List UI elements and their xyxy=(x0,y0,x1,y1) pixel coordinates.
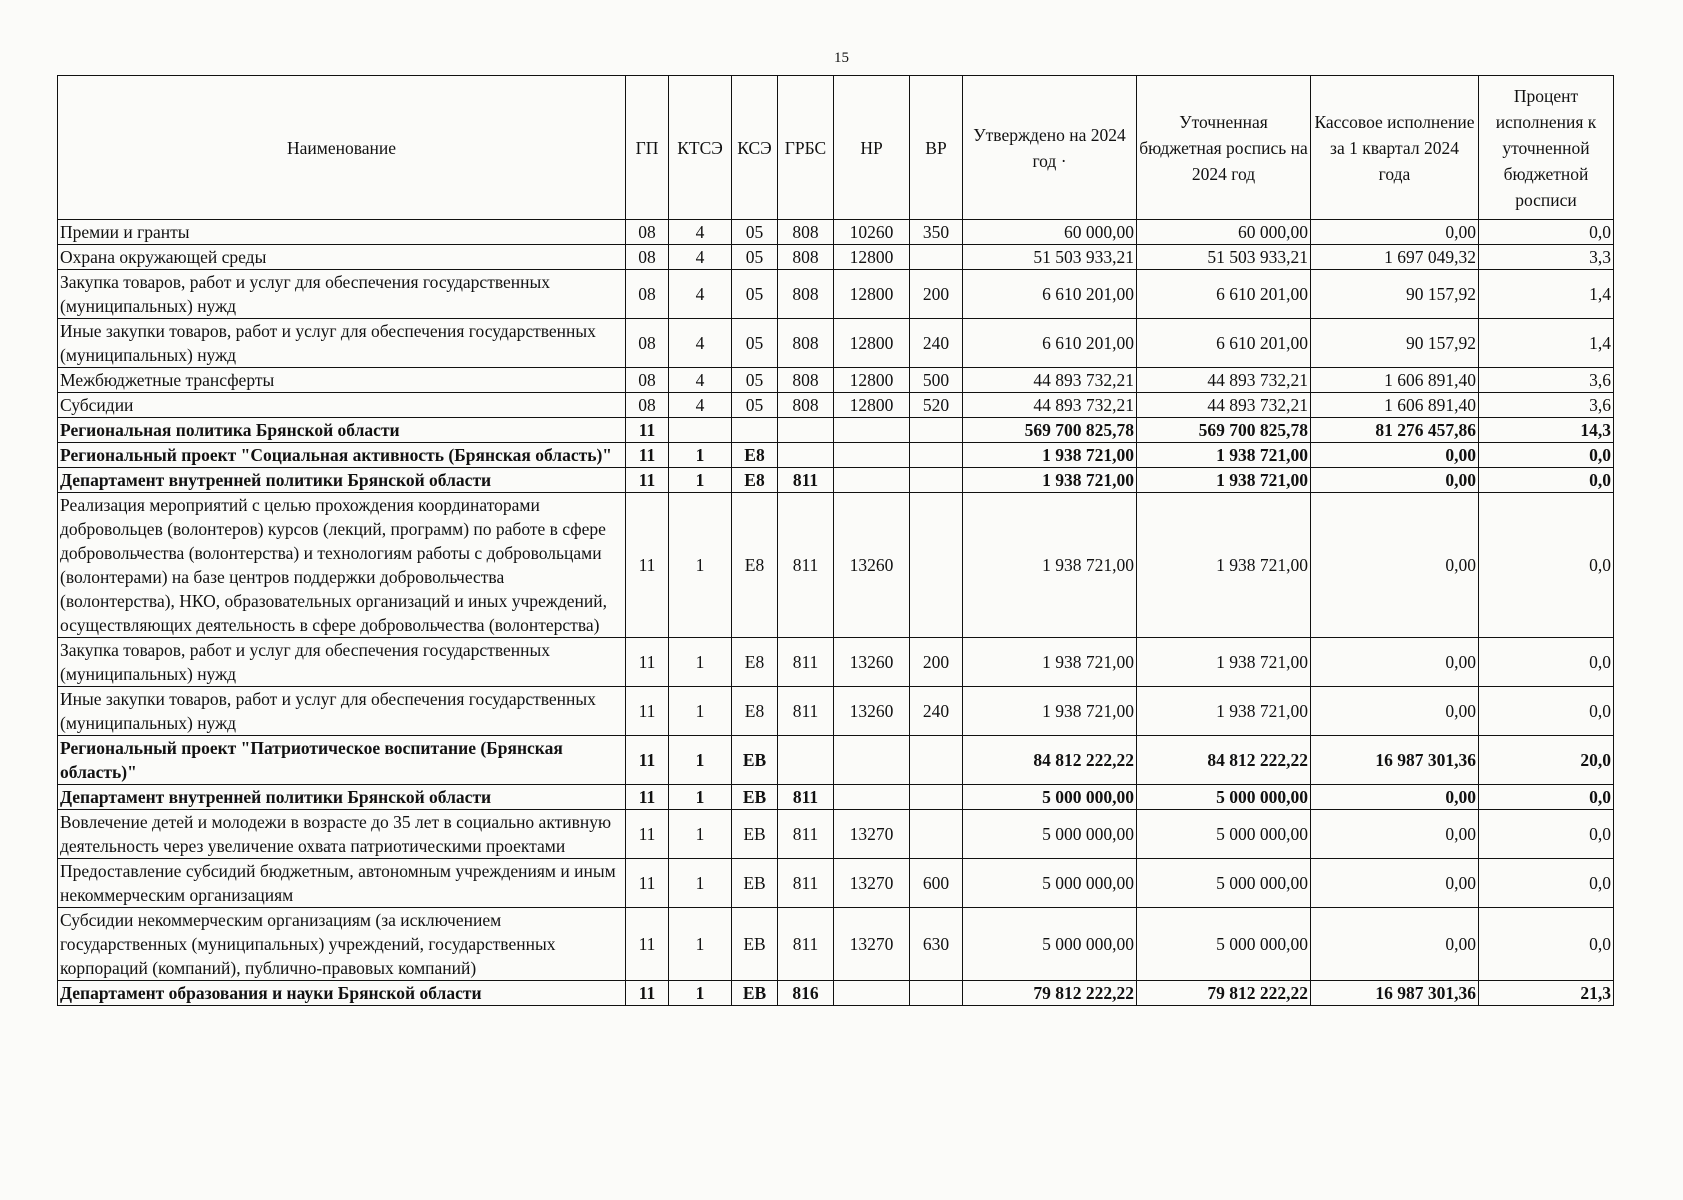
cell-nr: 10260 xyxy=(834,220,910,245)
cell-name: Охрана окружающей среды xyxy=(58,245,626,270)
cell-kse: 05 xyxy=(732,319,778,368)
table-row xyxy=(58,638,1614,687)
table-row xyxy=(58,736,1614,785)
cell-kse: E8 xyxy=(732,468,778,493)
cell-name: Премии и гранты xyxy=(58,220,626,245)
cell-cash: 90 157,92 xyxy=(1311,270,1479,319)
cell-percent: 3,6 xyxy=(1479,393,1614,418)
cell-grbs: 808 xyxy=(778,220,834,245)
cell-percent: 21,3 xyxy=(1479,981,1614,1006)
cell-cash: 1 697 049,32 xyxy=(1311,245,1479,270)
cell-vr xyxy=(910,443,963,468)
cell-name: Департамент внутренней политики Брянской области xyxy=(58,785,626,810)
header-gp: ГП xyxy=(626,76,669,220)
cell-ktse: 1 xyxy=(669,493,732,638)
cell-approved: 44 893 732,21 xyxy=(963,368,1137,393)
cell-name: Департамент образования и науки Брянской области xyxy=(58,981,626,1006)
cell-nr: 13270 xyxy=(834,908,910,981)
header-ktse: КТСЭ xyxy=(669,76,732,220)
header-vr: ВР xyxy=(910,76,963,220)
cell-name: Региональная политика Брянской области xyxy=(58,418,626,443)
cell-kse: EB xyxy=(732,859,778,908)
cell-percent: 0,0 xyxy=(1479,443,1614,468)
cell-approved: 5 000 000,00 xyxy=(963,810,1137,859)
cell-kse: EB xyxy=(732,810,778,859)
cell-refined: 51 503 933,21 xyxy=(1137,245,1311,270)
cell-gp: 11 xyxy=(626,638,669,687)
table-row xyxy=(58,810,1614,859)
cell-vr xyxy=(910,418,963,443)
cell-nr: 12800 xyxy=(834,245,910,270)
cell-cash: 0,00 xyxy=(1311,785,1479,810)
cell-name: Предоставление субсидий бюджетным, автономным учреждениям и иным некоммерческим организациям xyxy=(58,859,626,908)
cell-ktse: 1 xyxy=(669,908,732,981)
cell-ktse: 4 xyxy=(669,270,732,319)
cell-cash: 1 606 891,40 xyxy=(1311,393,1479,418)
cell-vr xyxy=(910,736,963,785)
cell-gp: 11 xyxy=(626,810,669,859)
cell-refined: 44 893 732,21 xyxy=(1137,393,1311,418)
cell-vr xyxy=(910,493,963,638)
table-row xyxy=(58,493,1614,638)
cell-ktse: 1 xyxy=(669,638,732,687)
cell-kse: 05 xyxy=(732,368,778,393)
cell-ktse: 1 xyxy=(669,687,732,736)
cell-percent: 0,0 xyxy=(1479,493,1614,638)
cell-cash: 0,00 xyxy=(1311,908,1479,981)
cell-kse: 05 xyxy=(732,270,778,319)
cell-percent: 1,4 xyxy=(1479,319,1614,368)
cell-vr: 200 xyxy=(910,638,963,687)
cell-name: Региональный проект "Социальная активность (Брянская область)" xyxy=(58,443,626,468)
table-row xyxy=(58,220,1614,245)
cell-gp: 11 xyxy=(626,418,669,443)
cell-vr: 600 xyxy=(910,859,963,908)
cell-ktse: 1 xyxy=(669,981,732,1006)
cell-refined: 1 938 721,00 xyxy=(1137,638,1311,687)
cell-gp: 11 xyxy=(626,687,669,736)
cell-vr: 520 xyxy=(910,393,963,418)
cell-cash: 0,00 xyxy=(1311,687,1479,736)
table-row xyxy=(58,981,1614,1006)
cell-cash: 16 987 301,36 xyxy=(1311,736,1479,785)
cell-kse: 05 xyxy=(732,393,778,418)
cell-percent: 3,6 xyxy=(1479,368,1614,393)
cell-name: Департамент внутренней политики Брянской области xyxy=(58,468,626,493)
cell-grbs xyxy=(778,443,834,468)
cell-approved: 6 610 201,00 xyxy=(963,270,1137,319)
header-percent: Процент исполнения к уточненной бюджетной росписи xyxy=(1479,76,1614,220)
table-row xyxy=(58,443,1614,468)
cell-vr: 200 xyxy=(910,270,963,319)
cell-percent: 14,3 xyxy=(1479,418,1614,443)
cell-name: Субсидии некоммерческим организациям (за исключением государственных (муниципальных) учреждений, государственных корпораций (компаний), публично-правовых компаний) xyxy=(58,908,626,981)
cell-cash: 0,00 xyxy=(1311,810,1479,859)
cell-vr: 630 xyxy=(910,908,963,981)
cell-nr: 13270 xyxy=(834,810,910,859)
cell-nr: 13260 xyxy=(834,493,910,638)
cell-name: Межбюджетные трансферты xyxy=(58,368,626,393)
cell-vr: 240 xyxy=(910,687,963,736)
cell-gp: 11 xyxy=(626,443,669,468)
cell-nr xyxy=(834,468,910,493)
cell-grbs: 811 xyxy=(778,908,834,981)
cell-vr xyxy=(910,981,963,1006)
cell-grbs: 816 xyxy=(778,981,834,1006)
cell-name: Иные закупки товаров, работ и услуг для обеспечения государственных (муниципальных) нужд xyxy=(58,687,626,736)
cell-nr xyxy=(834,981,910,1006)
table-row xyxy=(58,319,1614,368)
cell-percent: 20,0 xyxy=(1479,736,1614,785)
header-grbs: ГРБС xyxy=(778,76,834,220)
cell-grbs: 811 xyxy=(778,687,834,736)
cell-nr: 12800 xyxy=(834,393,910,418)
cell-percent: 0,0 xyxy=(1479,859,1614,908)
header-refined: Уточненная бюджетная роспись на 2024 год xyxy=(1137,76,1311,220)
cell-vr xyxy=(910,245,963,270)
cell-vr: 240 xyxy=(910,319,963,368)
cell-cash: 0,00 xyxy=(1311,220,1479,245)
cell-cash: 0,00 xyxy=(1311,493,1479,638)
cell-grbs: 811 xyxy=(778,810,834,859)
table-row xyxy=(58,687,1614,736)
cell-cash: 0,00 xyxy=(1311,859,1479,908)
cell-gp: 11 xyxy=(626,736,669,785)
cell-grbs xyxy=(778,418,834,443)
cell-gp: 11 xyxy=(626,493,669,638)
table-row xyxy=(58,859,1614,908)
cell-percent: 0,0 xyxy=(1479,638,1614,687)
cell-kse: EB xyxy=(732,785,778,810)
cell-grbs: 811 xyxy=(778,638,834,687)
cell-grbs xyxy=(778,736,834,785)
cell-ktse: 1 xyxy=(669,443,732,468)
cell-ktse: 1 xyxy=(669,859,732,908)
cell-refined: 79 812 222,22 xyxy=(1137,981,1311,1006)
cell-refined: 5 000 000,00 xyxy=(1137,859,1311,908)
cell-gp: 08 xyxy=(626,393,669,418)
cell-vr xyxy=(910,810,963,859)
cell-grbs: 811 xyxy=(778,785,834,810)
cell-gp: 11 xyxy=(626,785,669,810)
cell-grbs: 808 xyxy=(778,393,834,418)
cell-cash: 90 157,92 xyxy=(1311,319,1479,368)
cell-kse: 05 xyxy=(732,220,778,245)
cell-ktse: 4 xyxy=(669,245,732,270)
cell-percent: 0,0 xyxy=(1479,785,1614,810)
cell-nr: 13270 xyxy=(834,859,910,908)
cell-nr xyxy=(834,443,910,468)
cell-approved: 79 812 222,22 xyxy=(963,981,1137,1006)
cell-kse: EB xyxy=(732,981,778,1006)
cell-nr: 12800 xyxy=(834,270,910,319)
cell-approved: 51 503 933,21 xyxy=(963,245,1137,270)
cell-kse: E8 xyxy=(732,638,778,687)
cell-refined: 44 893 732,21 xyxy=(1137,368,1311,393)
cell-kse: EB xyxy=(732,736,778,785)
cell-grbs: 808 xyxy=(778,270,834,319)
header-approved: Утверждено на 2024 год · xyxy=(963,76,1137,220)
cell-vr xyxy=(910,785,963,810)
cell-gp: 08 xyxy=(626,245,669,270)
cell-ktse: 4 xyxy=(669,393,732,418)
cell-refined: 5 000 000,00 xyxy=(1137,785,1311,810)
cell-cash: 0,00 xyxy=(1311,638,1479,687)
cell-nr xyxy=(834,418,910,443)
cell-percent: 0,0 xyxy=(1479,687,1614,736)
cell-kse: 05 xyxy=(732,245,778,270)
cell-percent: 0,0 xyxy=(1479,908,1614,981)
cell-refined: 5 000 000,00 xyxy=(1137,908,1311,981)
cell-name: Вовлечение детей и молодежи в возрасте до 35 лет в социально активную деятельность через увеличение охвата патриотическими проектами xyxy=(58,810,626,859)
cell-percent: 0,0 xyxy=(1479,810,1614,859)
cell-grbs: 811 xyxy=(778,859,834,908)
cell-refined: 1 938 721,00 xyxy=(1137,493,1311,638)
cell-name: Реализация мероприятий с целью прохождения координаторами добровольцев (волонтеров) курсов (лекций, программ) по работе в сфере добровольчества (волонтерства) и технологиям работы с добровольцами (волонтерами) на базе центров поддержки добровольчества (волонтерства), НКО, образовательных организаций и иных учреждений, осуществляющих деятельность в сфере добровольчества (волонтерства) xyxy=(58,493,626,638)
cell-ktse: 1 xyxy=(669,736,732,785)
header-cash: Кассовое исполнение за 1 квартал 2024 года xyxy=(1311,76,1479,220)
cell-nr: 13260 xyxy=(834,638,910,687)
cell-approved: 569 700 825,78 xyxy=(963,418,1137,443)
cell-name: Региональный проект "Патриотическое воспитание (Брянская область)" xyxy=(58,736,626,785)
cell-grbs: 811 xyxy=(778,493,834,638)
table-row xyxy=(58,468,1614,493)
cell-approved: 84 812 222,22 xyxy=(963,736,1137,785)
cell-refined: 60 000,00 xyxy=(1137,220,1311,245)
cell-ktse: 1 xyxy=(669,785,732,810)
cell-vr: 500 xyxy=(910,368,963,393)
cell-approved: 1 938 721,00 xyxy=(963,638,1137,687)
cell-vr: 350 xyxy=(910,220,963,245)
cell-grbs: 808 xyxy=(778,319,834,368)
cell-approved: 5 000 000,00 xyxy=(963,859,1137,908)
cell-approved: 5 000 000,00 xyxy=(963,785,1137,810)
cell-ktse: 1 xyxy=(669,810,732,859)
cell-approved: 5 000 000,00 xyxy=(963,908,1137,981)
cell-name: Закупка товаров, работ и услуг для обеспечения государственных (муниципальных) нужд xyxy=(58,638,626,687)
table-row xyxy=(58,908,1614,981)
cell-gp: 11 xyxy=(626,859,669,908)
cell-cash: 0,00 xyxy=(1311,468,1479,493)
cell-refined: 6 610 201,00 xyxy=(1137,270,1311,319)
cell-approved: 1 938 721,00 xyxy=(963,687,1137,736)
table-row xyxy=(58,270,1614,319)
cell-refined: 1 938 721,00 xyxy=(1137,443,1311,468)
cell-approved: 6 610 201,00 xyxy=(963,319,1137,368)
cell-gp: 08 xyxy=(626,319,669,368)
table-row xyxy=(58,785,1614,810)
cell-refined: 6 610 201,00 xyxy=(1137,319,1311,368)
table-row xyxy=(58,393,1614,418)
cell-grbs: 808 xyxy=(778,245,834,270)
header-nr: НР xyxy=(834,76,910,220)
cell-ktse: 1 xyxy=(669,468,732,493)
cell-refined: 569 700 825,78 xyxy=(1137,418,1311,443)
header-kse: КСЭ xyxy=(732,76,778,220)
cell-kse xyxy=(732,418,778,443)
table-header-row xyxy=(58,76,1614,220)
cell-kse: E8 xyxy=(732,443,778,468)
cell-gp: 08 xyxy=(626,220,669,245)
table-row xyxy=(58,245,1614,270)
cell-kse: EB xyxy=(732,908,778,981)
cell-approved: 1 938 721,00 xyxy=(963,468,1137,493)
cell-nr: 12800 xyxy=(834,319,910,368)
cell-kse: E8 xyxy=(732,687,778,736)
cell-cash: 1 606 891,40 xyxy=(1311,368,1479,393)
cell-name: Закупка товаров, работ и услуг для обеспечения государственных (муниципальных) нужд xyxy=(58,270,626,319)
cell-ktse xyxy=(669,418,732,443)
cell-nr: 12800 xyxy=(834,368,910,393)
cell-cash: 81 276 457,86 xyxy=(1311,418,1479,443)
cell-approved: 44 893 732,21 xyxy=(963,393,1137,418)
table-row xyxy=(58,418,1614,443)
budget-table xyxy=(57,75,1614,1006)
cell-approved: 60 000,00 xyxy=(963,220,1137,245)
cell-refined: 1 938 721,00 xyxy=(1137,687,1311,736)
cell-refined: 5 000 000,00 xyxy=(1137,810,1311,859)
cell-percent: 0,0 xyxy=(1479,468,1614,493)
cell-gp: 08 xyxy=(626,368,669,393)
cell-refined: 84 812 222,22 xyxy=(1137,736,1311,785)
cell-ktse: 4 xyxy=(669,368,732,393)
cell-gp: 11 xyxy=(626,468,669,493)
cell-ktse: 4 xyxy=(669,319,732,368)
cell-nr xyxy=(834,785,910,810)
page-number: 15 xyxy=(834,50,849,66)
cell-percent: 3,3 xyxy=(1479,245,1614,270)
cell-cash: 0,00 xyxy=(1311,443,1479,468)
cell-nr: 13260 xyxy=(834,687,910,736)
cell-cash: 16 987 301,36 xyxy=(1311,981,1479,1006)
cell-gp: 11 xyxy=(626,908,669,981)
cell-gp: 08 xyxy=(626,270,669,319)
cell-kse: E8 xyxy=(732,493,778,638)
cell-percent: 1,4 xyxy=(1479,270,1614,319)
header-name: Наименование xyxy=(58,76,626,220)
cell-percent: 0,0 xyxy=(1479,220,1614,245)
cell-name: Субсидии xyxy=(58,393,626,418)
cell-grbs: 808 xyxy=(778,368,834,393)
cell-approved: 1 938 721,00 xyxy=(963,443,1137,468)
cell-nr xyxy=(834,736,910,785)
table-row xyxy=(58,368,1614,393)
cell-ktse: 4 xyxy=(669,220,732,245)
cell-grbs: 811 xyxy=(778,468,834,493)
cell-approved: 1 938 721,00 xyxy=(963,493,1137,638)
cell-gp: 11 xyxy=(626,981,669,1006)
table-body xyxy=(58,220,1614,1006)
cell-refined: 1 938 721,00 xyxy=(1137,468,1311,493)
cell-name: Иные закупки товаров, работ и услуг для обеспечения государственных (муниципальных) нужд xyxy=(58,319,626,368)
cell-vr xyxy=(910,468,963,493)
